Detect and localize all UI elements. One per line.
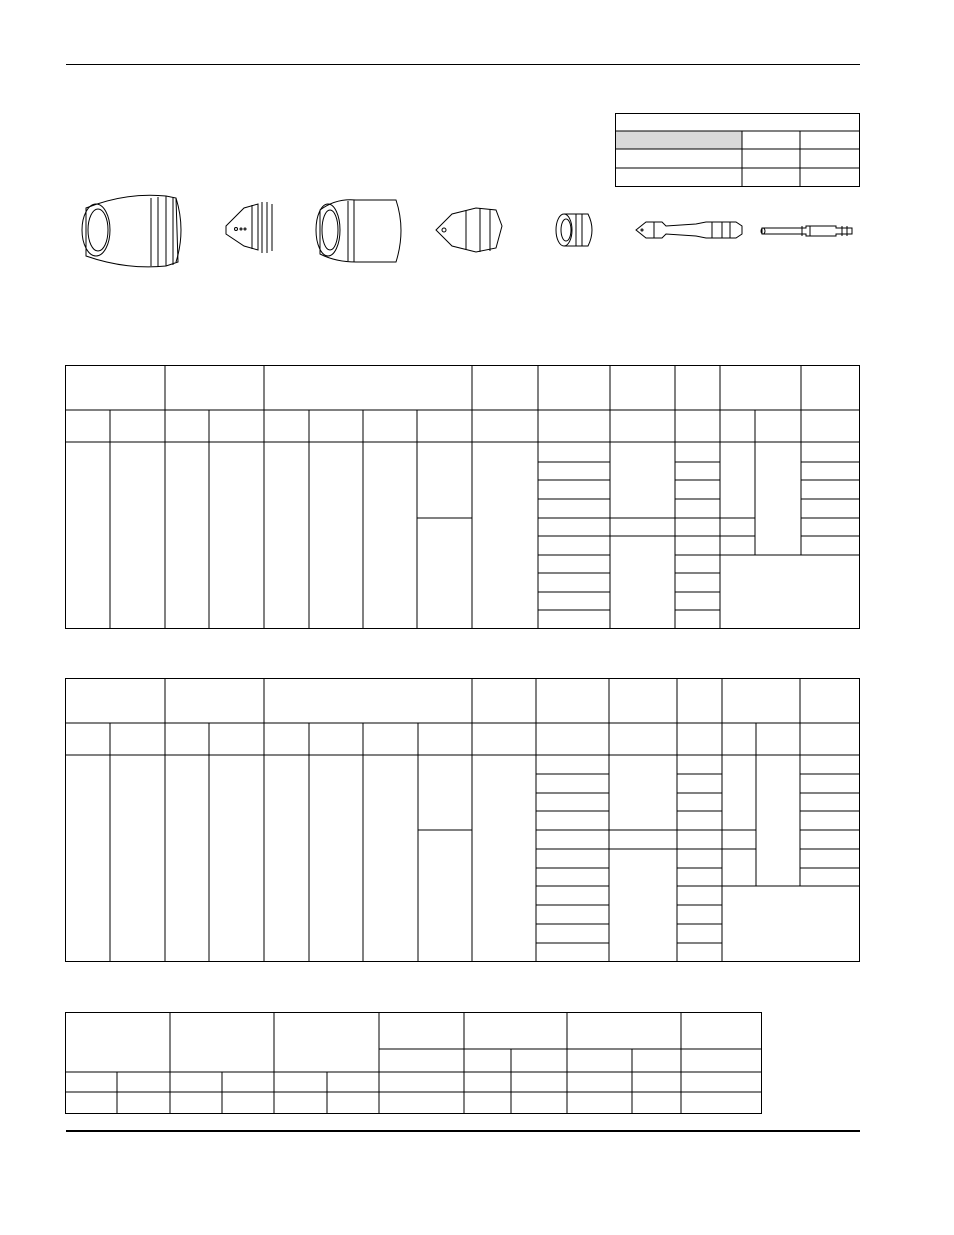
retaining-cap-part-icon [316,200,401,262]
electrode-part-icon [636,222,742,238]
footer-rule [66,1130,860,1132]
cut-chart-table-1 [65,365,863,631]
shield-part-icon [82,195,181,267]
cut-chart-table-2 [65,678,863,964]
shield-cap-part-icon [226,202,272,253]
consumable-parts-row [66,190,866,280]
header-rule [66,64,860,65]
swirl-ring-part-icon [556,214,592,246]
water-tube-part-icon [761,226,852,236]
nozzle-part-icon [436,208,502,252]
parameter-summary-table [65,1012,765,1116]
reference-table-header-cell [616,131,742,149]
reference-table [615,113,861,189]
